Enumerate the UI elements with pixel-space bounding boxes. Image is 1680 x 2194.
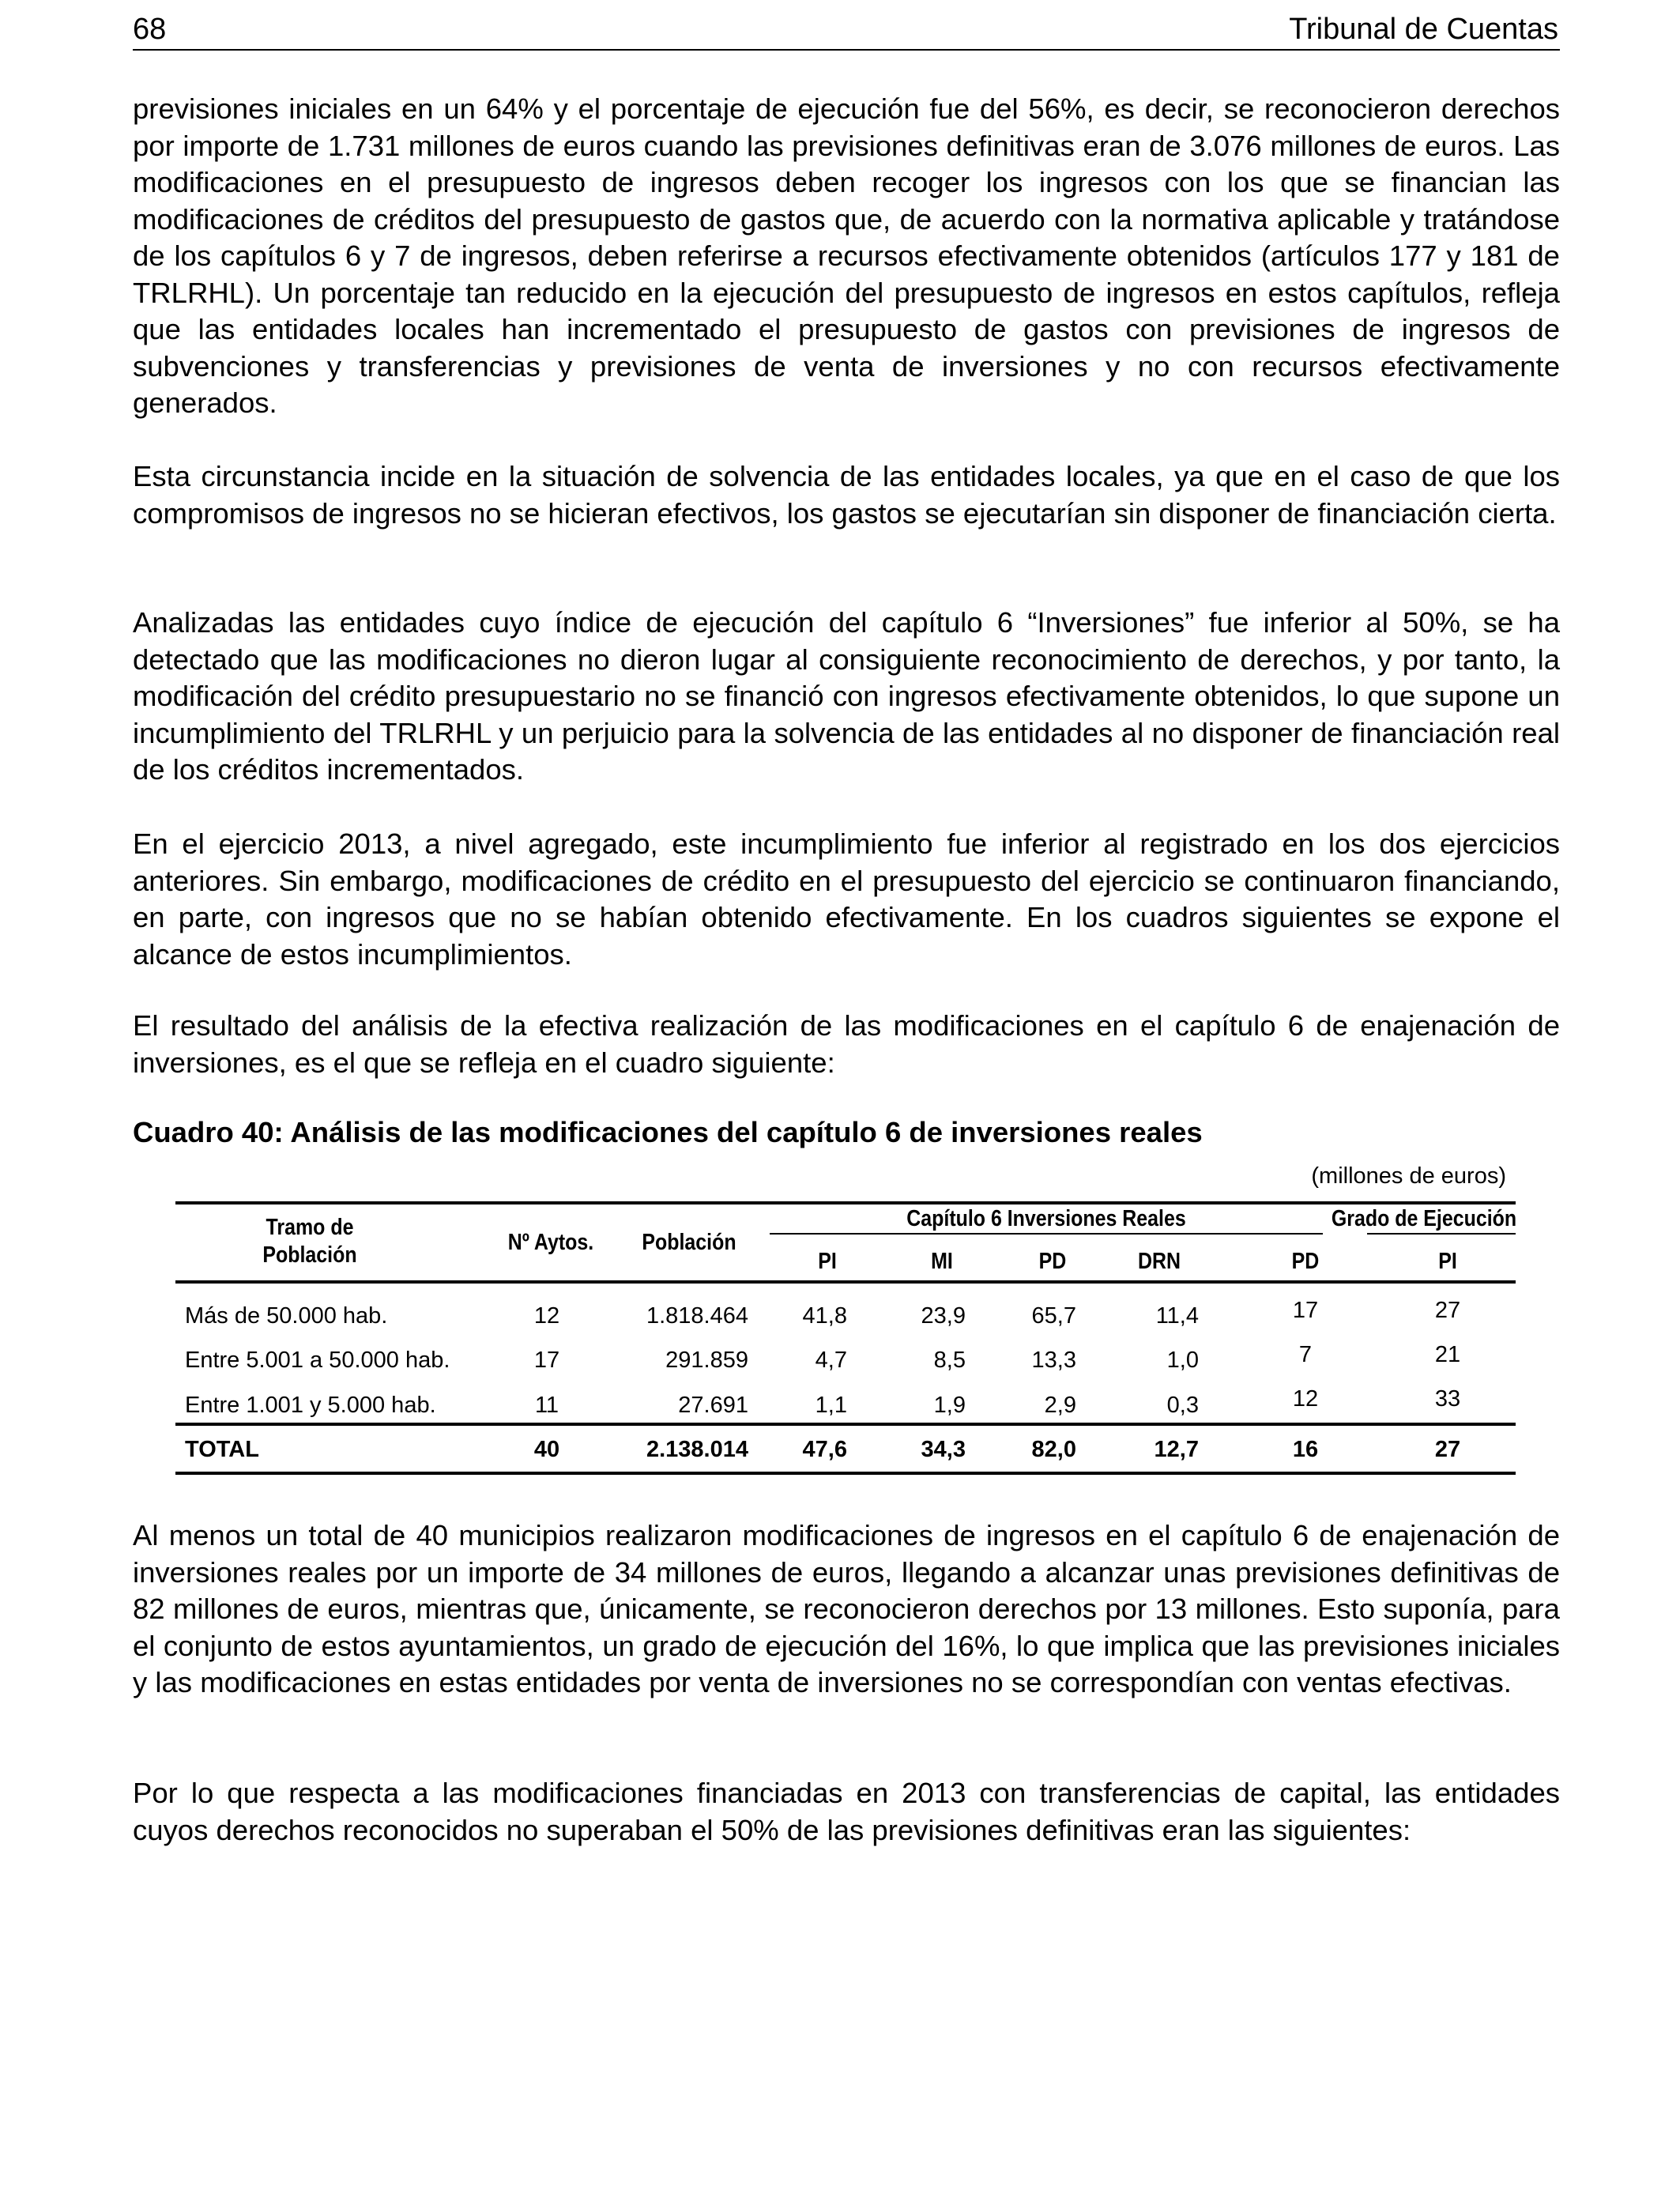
row-grado-pi: 21 bbox=[1434, 1342, 1461, 1367]
header-tramo-line1: Tramo de bbox=[266, 1215, 354, 1240]
row-mi: 1,9 bbox=[933, 1393, 966, 1418]
row-aytos: 17 bbox=[533, 1348, 560, 1373]
row-tramo: Más de 50.000 hab. bbox=[185, 1303, 388, 1329]
row-drn: 11,4 bbox=[1155, 1303, 1199, 1329]
page-number: 68 bbox=[133, 13, 167, 46]
table-caption: Cuadro 40: Análisis de las modificaciones del capítulo 6 de inversiones reales bbox=[133, 1116, 1203, 1148]
header-poblacion: Población bbox=[642, 1230, 736, 1255]
row-drn: 0,3 bbox=[1166, 1393, 1199, 1418]
row-aytos: 11 bbox=[534, 1393, 559, 1418]
row-pi: 41,8 bbox=[802, 1303, 847, 1329]
header-mi: MI bbox=[931, 1249, 953, 1274]
row-mi: 23,9 bbox=[921, 1303, 966, 1329]
total-mi: 34,3 bbox=[921, 1437, 966, 1462]
header-bottom-rule bbox=[175, 1280, 1516, 1284]
body-paragraph: Esta circunstancia incide en la situación de solvencia de las entidades locales, ya que en el caso de que los compromisos de ingresos no se hicieran efectivos, los gastos se ejecutarían sin disponer de financiación cierta. bbox=[133, 460, 1560, 530]
page-header bbox=[133, 9, 1560, 51]
row-mi: 8,5 bbox=[933, 1348, 966, 1373]
total-aytos: 40 bbox=[533, 1437, 560, 1462]
row-grado-pi: 33 bbox=[1434, 1386, 1461, 1412]
header-grado-pd: PD bbox=[1291, 1249, 1320, 1274]
total-poblacion: 2.138.014 bbox=[646, 1437, 748, 1462]
row-aytos: 12 bbox=[533, 1303, 560, 1329]
row-pd: 13,3 bbox=[1031, 1348, 1076, 1373]
total-pi: 47,6 bbox=[802, 1437, 847, 1462]
row-pd: 2,9 bbox=[1044, 1393, 1076, 1418]
row-pi: 4,7 bbox=[815, 1348, 847, 1373]
header-pi: PI bbox=[818, 1249, 837, 1274]
row-grado-pi: 27 bbox=[1434, 1298, 1461, 1323]
row-grado-pd: 17 bbox=[1292, 1298, 1319, 1323]
total-top-rule bbox=[175, 1423, 1516, 1426]
row-poblacion: 291.859 bbox=[665, 1348, 748, 1373]
body-paragraph: Analizadas las entidades cuyo índice de ejecución del capítulo 6 “Inversiones” fue inferior al 50%, se ha detectado que las modificaciones no dieron lugar al consiguiente reconocimiento de derechos, y por tanto, la modificación del crédito presupuestario no se financió con ingresos efectivamente obtenidos, lo que supone un incumplimiento del TRLRHL y un perjuicio para la solvencia de las entidades al no disponer de financiación real de los créditos incrementados. bbox=[133, 606, 1560, 786]
header-tramo-line2: Población bbox=[262, 1242, 357, 1268]
total-grado-pd: 16 bbox=[1292, 1437, 1319, 1462]
header-grado-pi: PI bbox=[1438, 1249, 1457, 1274]
body-paragraph: En el ejercicio 2013, a nivel agregado, este incumplimiento fue inferior al registrado en los dos ejercicios anteriores. Sin embargo, modificaciones de crédito en el presupuesto del ejercicio se continuaron financiando, en parte, con ingresos que no se habían obtenido efectivamente. En los cuadros siguientes se expone el alcance de estos incumplimientos. bbox=[133, 827, 1560, 971]
body-paragraph: El resultado del análisis de la efectiva realización de las modificaciones en el capítulo 6 de enajenación de inversiones, es el que se refleja en el cuadro siguiente: bbox=[133, 1009, 1560, 1079]
group-rule-capitulo bbox=[770, 1233, 1323, 1235]
header-aytos: Nº Aytos. bbox=[507, 1230, 594, 1255]
body-paragraph: Por lo que respecta a las modificaciones financiadas en 2013 con transferencias de capital, las entidades cuyos derechos reconocidos no superaban el 50% de las previsiones definitivas eran las siguientes: bbox=[133, 1777, 1560, 1846]
total-grado-pi: 27 bbox=[1434, 1437, 1461, 1462]
header-group-capitulo: Capítulo 6 Inversiones Reales bbox=[906, 1206, 1186, 1231]
row-poblacion: 27.691 bbox=[678, 1393, 748, 1418]
running-header-title: Tribunal de Cuentas bbox=[1289, 13, 1558, 46]
header-group-grado: Grado de Ejecución bbox=[1331, 1206, 1517, 1231]
body-paragraph: Al menos un total de 40 municipios realizaron modificaciones de ingresos en el capítulo 6 de enajenación de inversiones reales por un importe de 34 millones de euros, llegando a alcanzar unas previsiones definitivas de 82 millones de euros, mientras que, únicamente, se reconocieron derechos por 13 millones. Esto suponía, para el conjunto de estos ayuntamientos, un grado de ejecución del 16%, lo que implica que las previsiones iniciales y las modificaciones en estas entidades por venta de inversiones no se correspondían con ventas efectivas. bbox=[133, 1519, 1560, 1698]
row-pi: 1,1 bbox=[815, 1393, 847, 1418]
table-bottom-rule bbox=[175, 1472, 1516, 1475]
table-units-note: (millones de euros) bbox=[1311, 1163, 1506, 1189]
total-drn: 12,7 bbox=[1154, 1437, 1199, 1462]
header-drn: DRN bbox=[1137, 1249, 1181, 1274]
row-drn: 1,0 bbox=[1166, 1348, 1199, 1373]
total-pd: 82,0 bbox=[1031, 1437, 1076, 1462]
row-tramo: Entre 5.001 a 50.000 hab. bbox=[185, 1348, 450, 1373]
row-grado-pd: 7 bbox=[1298, 1342, 1313, 1367]
header-pd: PD bbox=[1038, 1249, 1067, 1274]
group-rule-grado bbox=[1367, 1233, 1516, 1235]
row-poblacion: 1.818.464 bbox=[646, 1303, 748, 1329]
row-grado-pd: 12 bbox=[1292, 1386, 1319, 1412]
total-tramo: TOTAL bbox=[185, 1437, 259, 1462]
row-pd: 65,7 bbox=[1031, 1303, 1076, 1329]
row-tramo: Entre 1.001 y 5.000 hab. bbox=[185, 1393, 436, 1418]
body-paragraph: previsiones iniciales en un 64% y el porcentaje de ejecución fue del 56%, es decir, se reconocieron derechos por importe de 1.731 millones de euros cuando las previsiones definitivas eran de 3.076 millones de euros. Las modificaciones en el presupuesto de ingresos deben recoger los ingresos con los que se financian las modificaciones de créditos del presupuesto de gastos que, de acuerdo con la normativa aplicable y tratándose de los capítulos 6 y 7 de ingresos, deben referirse a recursos efectivamente obtenidos (artículos 177 y 181 de TRLRHL). Un porcentaje tan reducido en la ejecución del presupuesto de ingresos en estos capítulos, refleja que las entidades locales han incrementado el presupuesto de gastos con previsiones de ingresos de subvenciones y transferencias y previsiones de venta de inversiones y no con recursos efectivamente generados. bbox=[133, 92, 1560, 419]
